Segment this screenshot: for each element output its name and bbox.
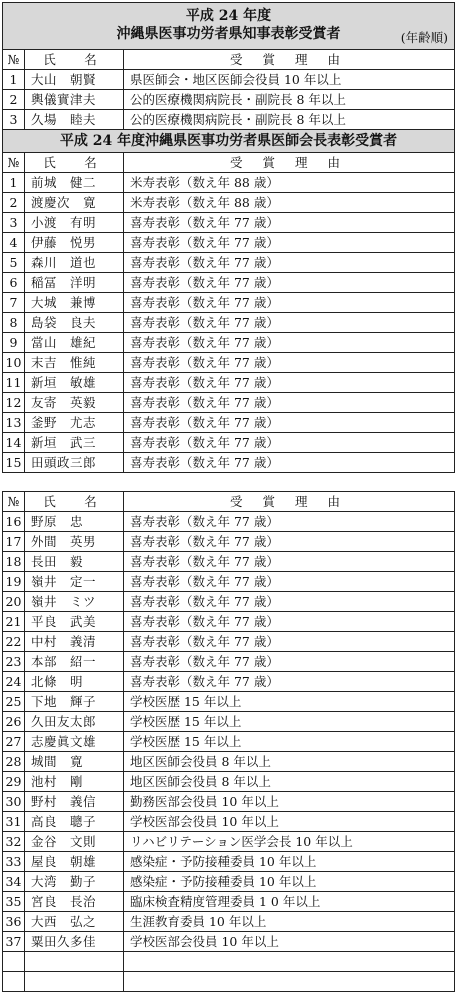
row-number: 15 [3,453,25,473]
row-number: 28 [3,752,25,772]
table-row [3,912,455,932]
table-row [3,532,455,552]
recipient-name: 大城 兼博 [25,293,124,313]
award-reason: 喜寿表彰（数え年 77 歳） [124,413,455,433]
award-table [2,2,455,992]
award-reason: 喜寿表彰（数え年 77 歳） [124,253,455,273]
table-row [3,832,455,852]
recipient-name: 輿儀實津夫 [25,90,124,110]
award-reason: 喜寿表彰（数え年 77 歳） [124,213,455,233]
award-reason: 公的医療機関病院長・副院長 8 年以上 [124,110,455,130]
award-reason: 勤務医部会役員 10 年以上 [124,792,455,812]
award-reason: 米寿表彰（数え年 88 歳） [124,193,455,213]
award-reason: 学校医部会役員 10 年以上 [124,932,455,952]
recipient-name: 長田 毅 [25,552,124,572]
table-row [3,433,455,453]
award-reason: 喜寿表彰（数え年 77 歳） [124,652,455,672]
row-number: 22 [3,632,25,652]
award-reason: 学校医歴 15 年以上 [124,732,455,752]
award-reason: 喜寿表彰（数え年 77 歳） [124,672,455,692]
row-number: 17 [3,532,25,552]
table-row [3,90,455,110]
name-header: 氏 名 [25,492,124,512]
table-row [3,333,455,353]
recipient-name: 外間 英男 [25,532,124,552]
table-row [3,932,455,952]
governor-title-year: 平成 24 年度 [185,8,272,24]
table-row [3,173,455,193]
award-reason: 喜寿表彰（数え年 77 歳） [124,353,455,373]
award-reason: 喜寿表彰（数え年 77 歳） [124,313,455,333]
governor-title-cell [3,3,455,50]
row-number: 16 [3,512,25,532]
recipient-name: 宮良 長治 [25,892,124,912]
row-number: 3 [3,213,25,233]
recipient-name: 稲冨 洋明 [25,273,124,293]
table-row [3,70,455,90]
recipient-name: 島袋 良夫 [25,313,124,333]
award-reason: 喜寿表彰（数え年 77 歳） [124,572,455,592]
recipient-name: 本部 紹一 [25,652,124,672]
recipient-name: 大西 弘之 [25,912,124,932]
empty-row [3,952,455,972]
row-number: 31 [3,812,25,832]
row-number: 18 [3,552,25,572]
recipient-name: 中村 義清 [25,632,124,652]
table-row [3,552,455,572]
award-reason: 喜寿表彰（数え年 77 歳） [124,373,455,393]
no-header: № [3,492,25,512]
award-document [2,2,455,992]
row-number: 1 [3,173,25,193]
row-number: 13 [3,413,25,433]
recipient-name: 粟田久多佳 [25,932,124,952]
award-reason: 喜寿表彰（数え年 77 歳） [124,233,455,253]
recipient-name: 金谷 文則 [25,832,124,852]
award-reason: 喜寿表彰（数え年 77 歳） [124,273,455,293]
president-title-row [3,130,455,153]
award-reason: 喜寿表彰（数え年 77 歳） [124,632,455,652]
header-row [3,492,455,512]
table-row [3,353,455,373]
empty-cell [3,972,25,992]
recipient-name: 前城 健二 [25,173,124,193]
reason-header: 受 賞 理 由 [124,50,455,70]
row-number: 20 [3,592,25,612]
recipient-name: 嶺井 ミツ [25,592,124,612]
award-reason: 感染症・予防接種委員 10 年以上 [124,852,455,872]
recipient-name: 城間 寛 [25,752,124,772]
table-row [3,812,455,832]
award-reason: 喜寿表彰（数え年 77 歳） [124,433,455,453]
award-reason: 臨床検査精度管理委員 1 0 年以上 [124,892,455,912]
table-row [3,872,455,892]
recipient-name: 小渡 有明 [25,213,124,233]
header-row [3,50,455,70]
recipient-name: 久場 睦夫 [25,110,124,130]
award-reason: 米寿表彰（数え年 88 歳） [124,173,455,193]
row-number: 26 [3,712,25,732]
table-row [3,732,455,752]
table-row [3,692,455,712]
row-number: 34 [3,872,25,892]
row-number: 10 [3,353,25,373]
award-reason: 県医師会・地区医師会役員 10 年以上 [124,70,455,90]
recipient-name: 久田友太郎 [25,712,124,732]
row-number: 12 [3,393,25,413]
table-row [3,712,455,732]
table-row [3,453,455,473]
no-header: № [3,153,25,173]
recipient-name: 釜野 尤志 [25,413,124,433]
row-number: 25 [3,692,25,712]
recipient-name: 野原 忠 [25,512,124,532]
table-gap [3,473,455,492]
recipient-name: 池村 剛 [25,772,124,792]
governor-title-row [3,3,455,50]
row-number: 30 [3,792,25,812]
name-header: 氏 名 [25,153,124,173]
row-number: 36 [3,912,25,932]
award-reason: 喜寿表彰（数え年 77 歳） [124,453,455,473]
no-header: № [3,50,25,70]
recipient-name: 志慶眞文雄 [25,732,124,752]
award-reason: 喜寿表彰（数え年 77 歳） [124,592,455,612]
recipient-name: 屋良 朝雄 [25,852,124,872]
recipient-name: 伊藤 悦男 [25,233,124,253]
award-reason: 喜寿表彰（数え年 77 歳） [124,552,455,572]
row-number: 37 [3,932,25,952]
recipient-name: 高良 聰子 [25,812,124,832]
row-number: 6 [3,273,25,293]
row-number: 23 [3,652,25,672]
age-order-note: (年齢順) [400,30,448,45]
gap-cell [3,473,455,492]
table-row [3,512,455,532]
row-number: 2 [3,90,25,110]
award-reason: 学校医歴 15 年以上 [124,712,455,732]
recipient-name: 大湾 勤子 [25,872,124,892]
table-row [3,253,455,273]
award-reason: 地区医師会役員 8 年以上 [124,772,455,792]
row-number: 19 [3,572,25,592]
table-row [3,213,455,233]
row-number: 29 [3,772,25,792]
row-number: 11 [3,373,25,393]
table-row [3,110,455,130]
empty-row [3,972,455,992]
table-row [3,892,455,912]
row-number: 27 [3,732,25,752]
award-reason: 喜寿表彰（数え年 77 歳） [124,333,455,353]
recipient-name: 嶺井 定一 [25,572,124,592]
header-row [3,153,455,173]
recipient-name: 新垣 武三 [25,433,124,453]
governor-title: 沖縄県医事功労者県知事表彰受賞者 [116,26,341,42]
table-row [3,852,455,872]
table-row [3,672,455,692]
award-reason: 地区医師会役員 8 年以上 [124,752,455,772]
recipient-name: 平良 武美 [25,612,124,632]
recipient-name: 田頭政三郎 [25,453,124,473]
table-row [3,313,455,333]
award-reason: リハビリテーション医学会長 10 年以上 [124,832,455,852]
table-row [3,273,455,293]
table-row [3,193,455,213]
recipient-name: 大山 朝賢 [25,70,124,90]
award-reason: 感染症・予防接種委員 10 年以上 [124,872,455,892]
award-reason: 喜寿表彰（数え年 77 歳） [124,293,455,313]
row-number: 9 [3,333,25,353]
award-reason: 学校医部会役員 10 年以上 [124,812,455,832]
reason-header: 受 賞 理 由 [124,492,455,512]
recipient-name: 友寄 英毅 [25,393,124,413]
table-row [3,612,455,632]
row-number: 21 [3,612,25,632]
row-number: 5 [3,253,25,273]
reason-header: 受 賞 理 由 [124,153,455,173]
row-number: 1 [3,70,25,90]
row-number: 33 [3,852,25,872]
recipient-name: 北條 明 [25,672,124,692]
award-reason: 喜寿表彰（数え年 77 歳） [124,532,455,552]
empty-cell [3,952,25,972]
table-row [3,652,455,672]
row-number: 2 [3,193,25,213]
table-row [3,233,455,253]
row-number: 24 [3,672,25,692]
award-reason: 喜寿表彰（数え年 77 歳） [124,512,455,532]
award-reason: 公的医療機関病院長・副院長 8 年以上 [124,90,455,110]
award-reason: 生涯教育委員 10 年以上 [124,912,455,932]
table-row [3,373,455,393]
president-title: 平成 24 年度沖縄県医事功労者県医師会長表彰受賞者 [3,130,455,153]
recipient-name: 下地 輝子 [25,692,124,712]
row-number: 7 [3,293,25,313]
empty-cell [124,952,455,972]
empty-cell [124,972,455,992]
name-header: 氏 名 [25,50,124,70]
recipient-name: 當山 雄紀 [25,333,124,353]
row-number: 35 [3,892,25,912]
table-row [3,772,455,792]
table-row [3,592,455,612]
recipient-name: 野村 義信 [25,792,124,812]
award-reason: 喜寿表彰（数え年 77 歳） [124,612,455,632]
empty-cell [25,972,124,992]
row-number: 4 [3,233,25,253]
table-row [3,792,455,812]
row-number: 8 [3,313,25,333]
recipient-name: 新垣 敏雄 [25,373,124,393]
recipient-name: 渡慶次 寛 [25,193,124,213]
table-row [3,393,455,413]
table-row [3,752,455,772]
award-reason: 学校医歴 15 年以上 [124,692,455,712]
table-row [3,632,455,652]
row-number: 3 [3,110,25,130]
empty-cell [25,952,124,972]
recipient-name: 森川 道也 [25,253,124,273]
award-reason: 喜寿表彰（数え年 77 歳） [124,393,455,413]
row-number: 32 [3,832,25,852]
recipient-name: 末吉 惟純 [25,353,124,373]
table-row [3,413,455,433]
table-row [3,293,455,313]
row-number: 14 [3,433,25,453]
table-row [3,572,455,592]
